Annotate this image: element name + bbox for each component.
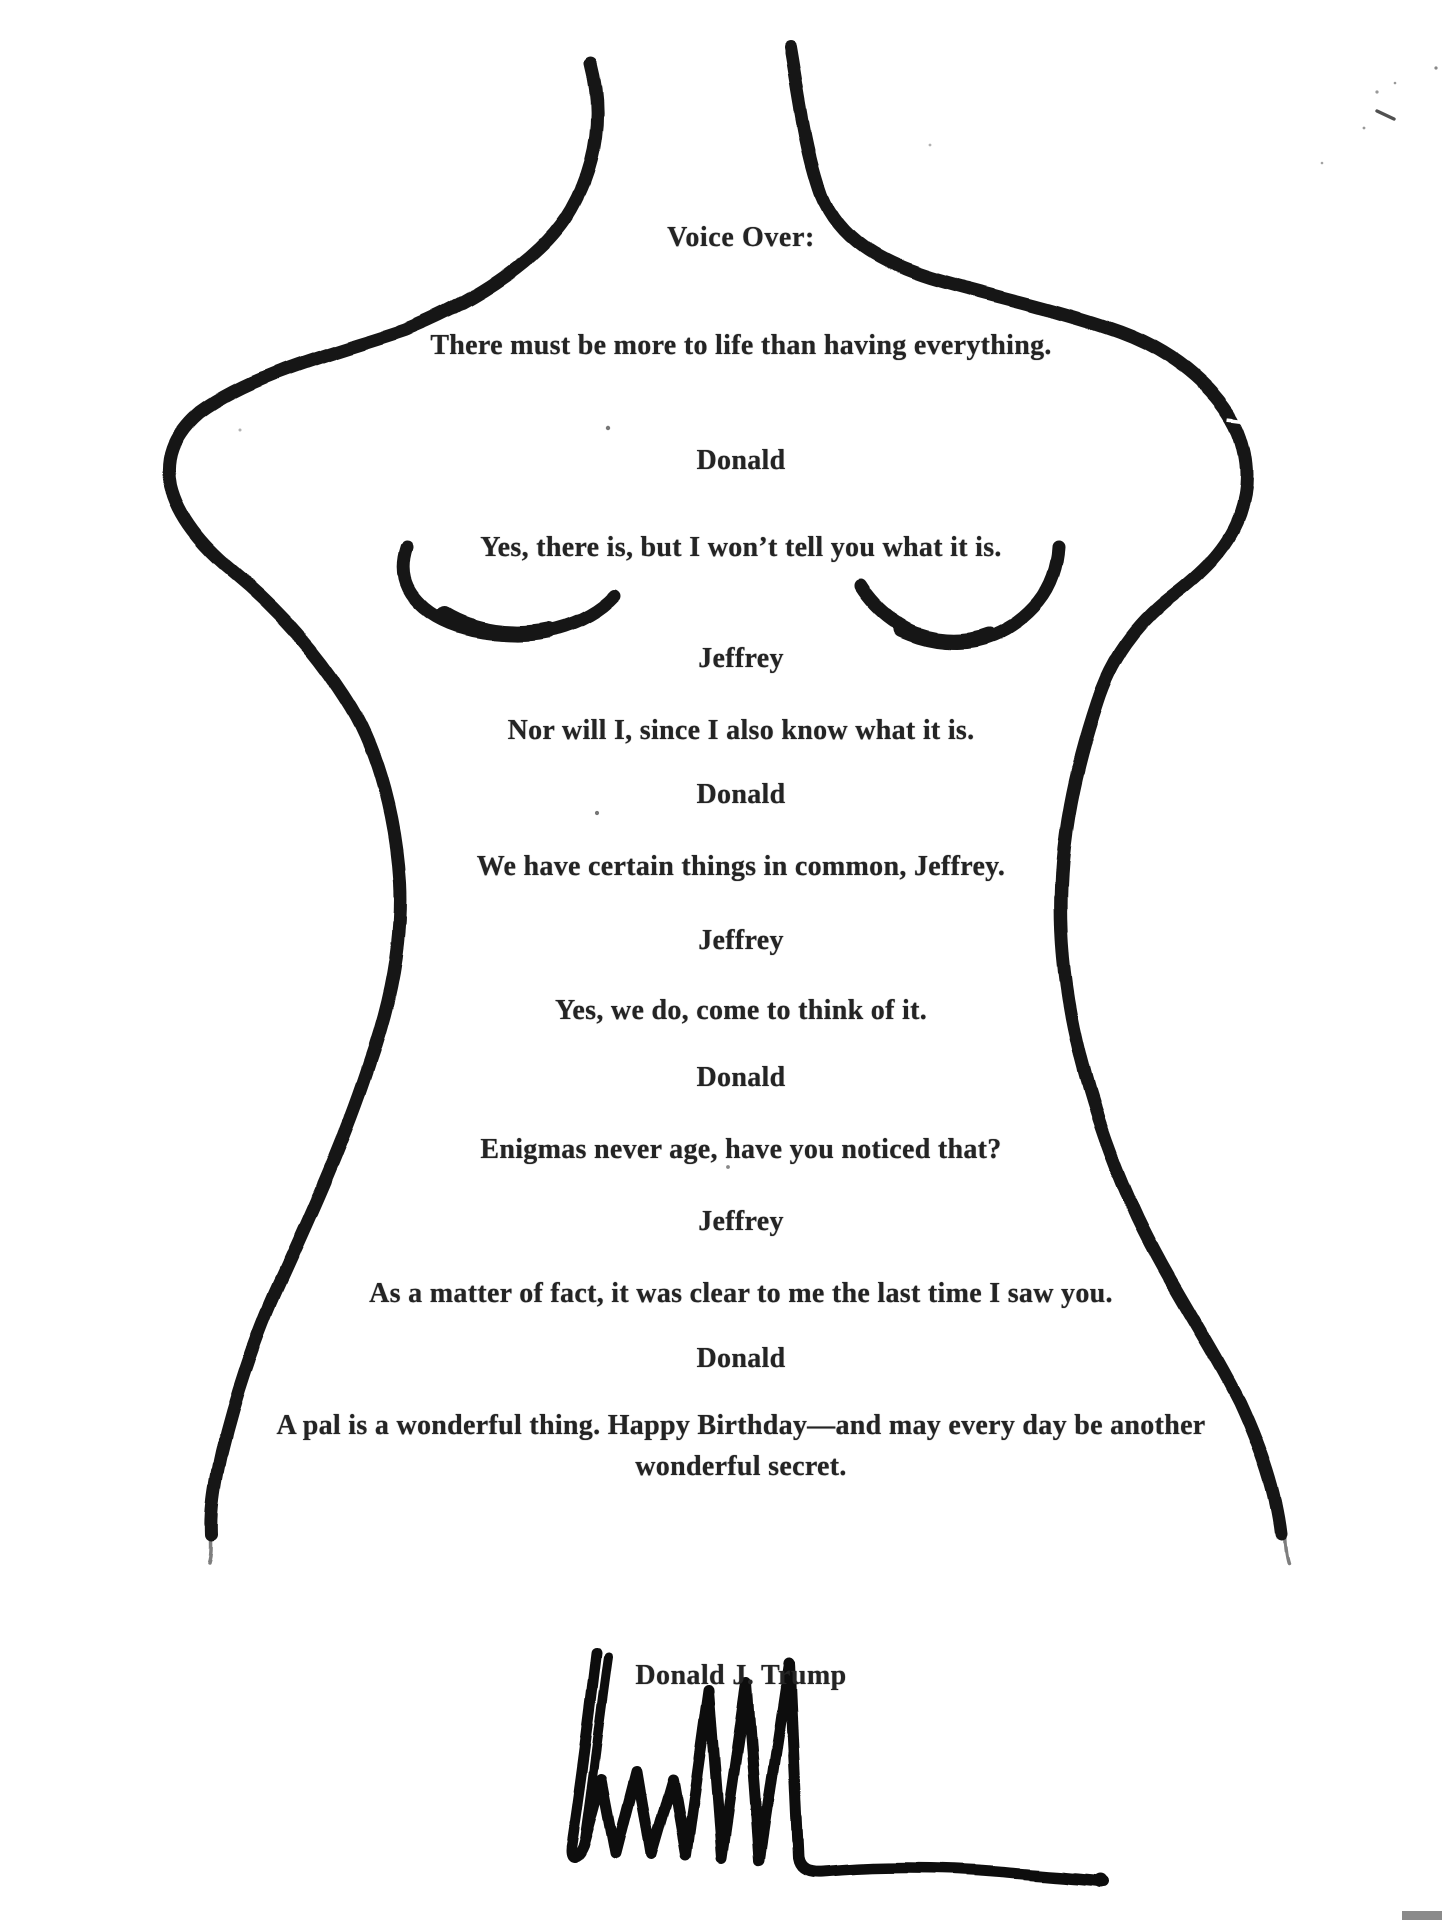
speaker-name: Donald — [696, 1343, 786, 1374]
speaker-name: Jeffrey — [698, 925, 784, 956]
speaker-name: Donald — [696, 1062, 786, 1093]
dialogue-line: Yes, we do, come to think of it. — [554, 995, 927, 1026]
dialogue-line: Yes, there is, but I won’t tell you what it is. — [480, 532, 1002, 563]
dialogue-line: There must be more to life than having everything. — [430, 330, 1052, 361]
speaker-name: Jeffrey — [698, 1206, 784, 1237]
speaker-name: Donald — [696, 779, 786, 810]
speaker-name: Donald — [696, 445, 786, 476]
voice-over-label: Voice Over: — [667, 222, 815, 253]
typed-name: Donald J. Trump — [635, 1660, 847, 1691]
dialogue-line: As a matter of fact, it was clear to me the last time I saw you. — [369, 1278, 1113, 1309]
dialogue-line: Nor will I, since I also know what it is. — [507, 715, 975, 746]
speaker-name: Jeffrey — [698, 643, 784, 674]
dialogue-line: We have certain things in common, Jeffrey. — [476, 851, 1006, 882]
dialogue-line: A pal is a wonderful thing. Happy Birthday—and may every day be another wonderful secret. — [276, 1410, 1206, 1482]
dialogue-line: Enigmas never age, have you noticed that? — [480, 1134, 1002, 1165]
